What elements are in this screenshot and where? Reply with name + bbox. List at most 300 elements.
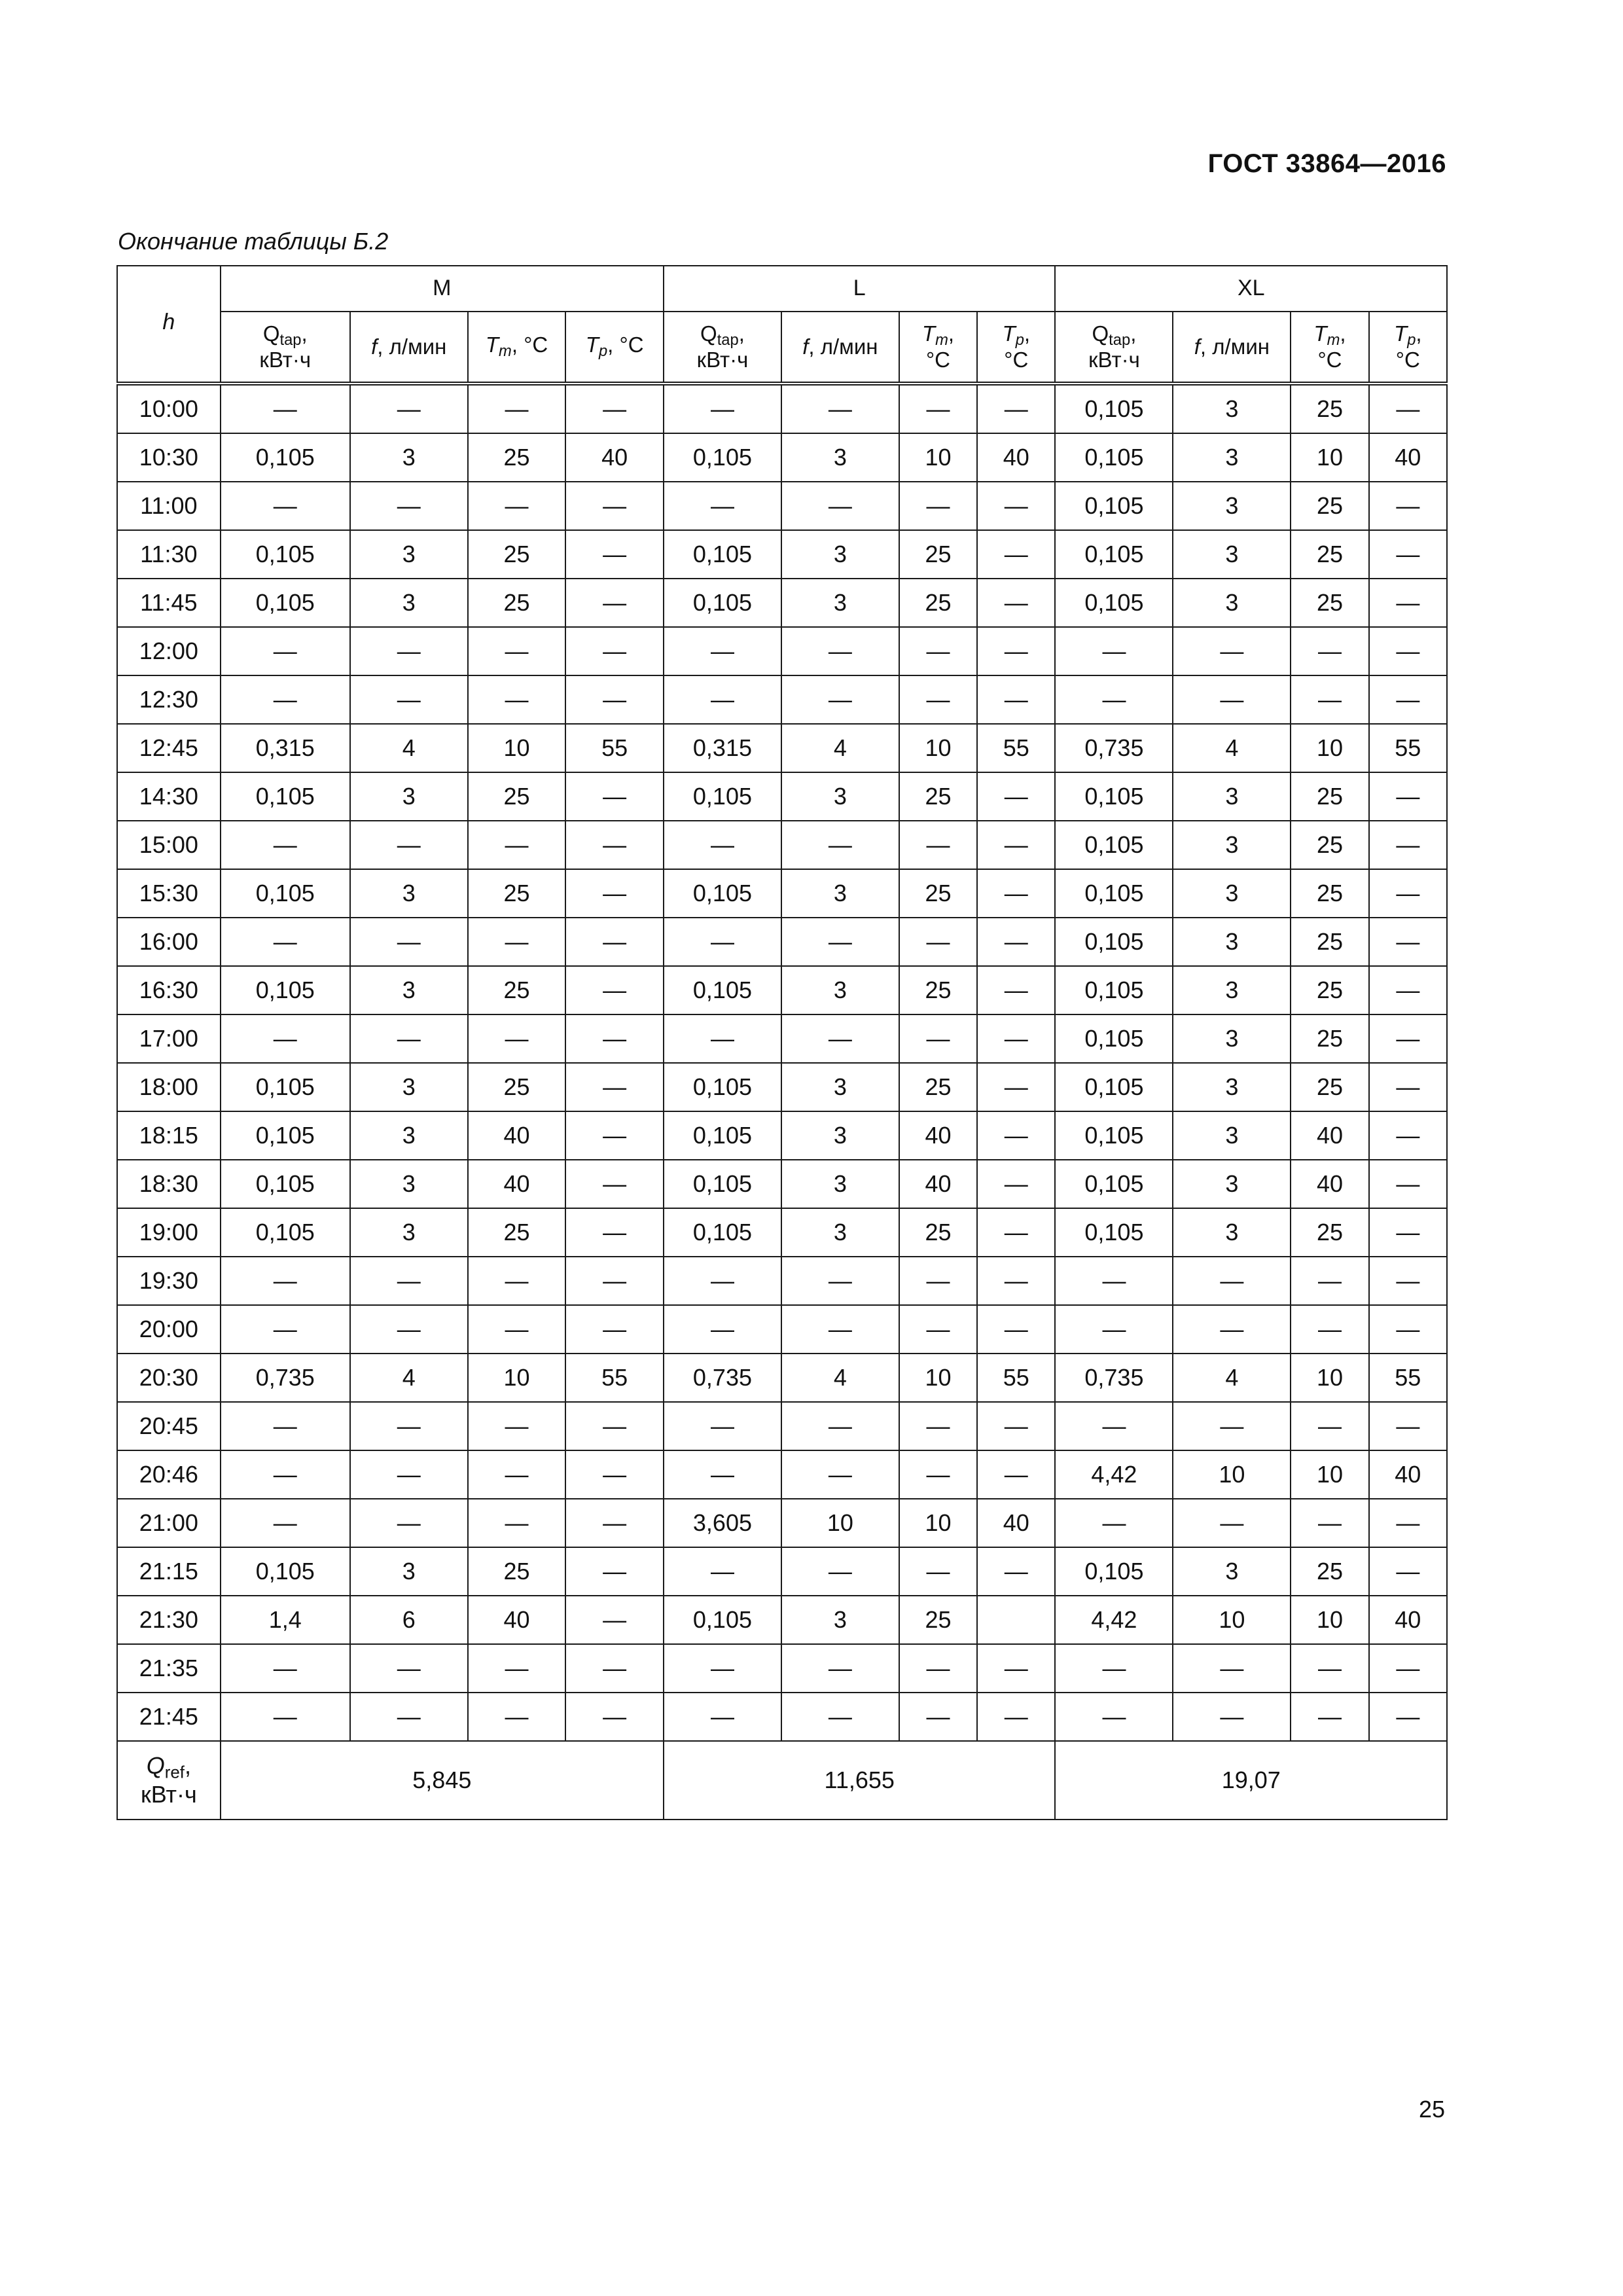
value-cell: — [664, 1257, 781, 1305]
value-cell: 4 [781, 724, 899, 772]
table-row [117, 675, 1447, 724]
value-cell: — [899, 1402, 977, 1450]
value-cell: 25 [1291, 579, 1368, 627]
value-cell: 25 [1291, 821, 1368, 869]
table-row [117, 433, 1447, 482]
value-cell: — [977, 384, 1055, 433]
value-cell: — [350, 1450, 468, 1499]
value-cell: 0,105 [664, 579, 781, 627]
total-label: Qref, кВт·ч [117, 1741, 221, 1820]
table-row [117, 1693, 1447, 1741]
value-cell: 10 [1291, 1450, 1368, 1499]
table-caption: Окончание таблицы Б.2 [118, 228, 389, 255]
qtap-header: Qtap, кВт·ч [664, 312, 781, 384]
value-cell: — [1369, 384, 1447, 433]
value-cell: 10 [899, 1354, 977, 1402]
value-cell: 0,105 [1055, 869, 1173, 918]
value-cell: — [221, 1402, 350, 1450]
value-cell: 40 [899, 1160, 977, 1208]
tp-header: Tp, °C [1369, 312, 1447, 384]
flow-header: f, л/мин [1173, 312, 1291, 384]
value-cell: 0,105 [1055, 433, 1173, 482]
value-cell: 0,105 [221, 1063, 350, 1111]
value-cell: — [1369, 1111, 1447, 1160]
value-cell: — [468, 1644, 566, 1693]
value-cell: 3 [1173, 530, 1291, 579]
value-cell: 0,105 [664, 869, 781, 918]
value-cell: — [1291, 1402, 1368, 1450]
value-cell: 40 [1369, 1596, 1447, 1644]
time-cell: 11:45 [117, 579, 221, 627]
value-cell: 40 [1291, 1160, 1368, 1208]
value-cell: — [1055, 627, 1173, 675]
group-header-l: L [664, 266, 1055, 312]
value-cell: — [1369, 482, 1447, 530]
group-header-xl: XL [1055, 266, 1447, 312]
value-cell: — [1055, 1257, 1173, 1305]
value-cell: 0,105 [664, 1596, 781, 1644]
total-m: 5,845 [221, 1741, 664, 1820]
value-cell: — [1055, 1305, 1173, 1354]
value-cell: 0,105 [1055, 1208, 1173, 1257]
value-cell: — [977, 1257, 1055, 1305]
value-cell: 0,105 [221, 579, 350, 627]
value-cell: 3 [781, 966, 899, 1014]
value-cell: — [899, 1257, 977, 1305]
value-cell: — [350, 1014, 468, 1063]
time-cell: 20:46 [117, 1450, 221, 1499]
value-cell: 3 [350, 869, 468, 918]
time-cell: 14:30 [117, 772, 221, 821]
value-cell: 25 [468, 772, 566, 821]
table-row [117, 1450, 1447, 1499]
value-cell: 25 [468, 433, 566, 482]
value-cell: 3 [781, 1063, 899, 1111]
time-cell: 12:45 [117, 724, 221, 772]
value-cell: 3 [781, 530, 899, 579]
value-cell: — [221, 384, 350, 433]
value-cell: 3 [350, 966, 468, 1014]
value-cell: — [977, 675, 1055, 724]
tm-header: Tm, °C [1291, 312, 1368, 384]
value-cell: 0,105 [1055, 772, 1173, 821]
value-cell: 0,105 [664, 1208, 781, 1257]
value-cell: 3 [781, 1160, 899, 1208]
value-cell: — [1173, 627, 1291, 675]
table-row [117, 1644, 1447, 1693]
value-cell: — [350, 918, 468, 966]
value-cell: — [350, 482, 468, 530]
qtap-header: Qtap, кВт·ч [221, 312, 350, 384]
value-cell: — [899, 384, 977, 433]
value-cell: 0,105 [664, 1063, 781, 1111]
time-cell: 16:30 [117, 966, 221, 1014]
value-cell: — [468, 1402, 566, 1450]
value-cell: — [565, 1305, 664, 1354]
value-cell: — [221, 918, 350, 966]
value-cell: 0,105 [1055, 1160, 1173, 1208]
value-cell: 0,105 [1055, 482, 1173, 530]
value-cell: — [468, 675, 566, 724]
value-cell: — [565, 1499, 664, 1547]
table-row [117, 627, 1447, 675]
value-cell: — [1291, 1305, 1368, 1354]
table-row [117, 772, 1447, 821]
value-cell: — [899, 821, 977, 869]
value-cell: — [468, 1305, 566, 1354]
value-cell: — [1291, 1499, 1368, 1547]
value-cell: — [350, 1499, 468, 1547]
value-cell: 3 [350, 433, 468, 482]
value-cell: — [781, 1644, 899, 1693]
value-cell: 0,105 [221, 1547, 350, 1596]
value-cell: — [1369, 1160, 1447, 1208]
value-cell: — [565, 1014, 664, 1063]
value-cell: 10 [468, 1354, 566, 1402]
value-cell: 10 [1291, 724, 1368, 772]
value-cell: 0,735 [1055, 724, 1173, 772]
table-row [117, 1208, 1447, 1257]
value-cell: — [468, 1499, 566, 1547]
time-cell: 18:00 [117, 1063, 221, 1111]
value-cell: — [977, 1208, 1055, 1257]
time-cell: 19:30 [117, 1257, 221, 1305]
time-cell: 11:00 [117, 482, 221, 530]
value-cell: — [350, 1257, 468, 1305]
value-cell: 0,105 [1055, 1111, 1173, 1160]
value-cell: — [977, 821, 1055, 869]
time-cell: 21:30 [117, 1596, 221, 1644]
value-cell: 25 [899, 579, 977, 627]
value-cell: 10 [1291, 1596, 1368, 1644]
tm-header: Tm, °C [899, 312, 977, 384]
value-cell: 25 [899, 1063, 977, 1111]
value-cell: — [781, 627, 899, 675]
time-cell: 21:15 [117, 1547, 221, 1596]
value-cell: 3 [781, 433, 899, 482]
value-cell: 4,42 [1055, 1450, 1173, 1499]
value-cell: — [468, 1450, 566, 1499]
value-cell: 0,105 [1055, 1063, 1173, 1111]
value-cell: 0,315 [664, 724, 781, 772]
value-cell: — [1369, 918, 1447, 966]
value-cell: — [1369, 1402, 1447, 1450]
value-cell: — [1291, 1257, 1368, 1305]
value-cell: — [1291, 1644, 1368, 1693]
value-cell: 0,105 [221, 530, 350, 579]
time-cell: 15:30 [117, 869, 221, 918]
value-cell: — [1173, 1644, 1291, 1693]
value-cell: 40 [899, 1111, 977, 1160]
value-cell: 0,105 [664, 433, 781, 482]
value-cell: 25 [468, 579, 566, 627]
value-cell: 25 [1291, 1063, 1368, 1111]
value-cell: — [1291, 675, 1368, 724]
flow-header: f, л/мин [350, 312, 468, 384]
value-cell: 3 [1173, 1547, 1291, 1596]
value-cell: — [781, 918, 899, 966]
value-cell: 25 [1291, 1547, 1368, 1596]
value-cell: 40 [1291, 1111, 1368, 1160]
value-cell: — [565, 869, 664, 918]
value-cell: 40 [977, 1499, 1055, 1547]
value-cell: — [899, 1450, 977, 1499]
value-cell: — [1055, 1402, 1173, 1450]
value-cell: — [565, 772, 664, 821]
value-cell: 0,315 [221, 724, 350, 772]
value-cell: — [468, 1257, 566, 1305]
value-cell: — [1369, 579, 1447, 627]
value-cell: — [468, 482, 566, 530]
value-cell: — [977, 869, 1055, 918]
value-cell: — [899, 1644, 977, 1693]
value-cell: 25 [899, 1596, 977, 1644]
value-cell: — [565, 579, 664, 627]
value-cell: — [565, 966, 664, 1014]
value-cell: 1,4 [221, 1596, 350, 1644]
value-cell: 55 [565, 724, 664, 772]
value-cell: 55 [1369, 1354, 1447, 1402]
value-cell: 3 [350, 579, 468, 627]
value-cell: — [781, 1257, 899, 1305]
value-cell: — [565, 1693, 664, 1741]
value-cell: 25 [899, 966, 977, 1014]
value-cell: — [1173, 1693, 1291, 1741]
value-cell: 25 [468, 966, 566, 1014]
value-cell: — [468, 627, 566, 675]
value-cell: 0,735 [221, 1354, 350, 1402]
value-cell: 0,105 [664, 772, 781, 821]
table-row [117, 918, 1447, 966]
value-cell: — [664, 1305, 781, 1354]
value-cell: 0,105 [221, 1208, 350, 1257]
time-cell: 16:00 [117, 918, 221, 966]
value-cell: — [1369, 530, 1447, 579]
value-cell: 40 [468, 1111, 566, 1160]
value-cell: — [1173, 1402, 1291, 1450]
value-cell: — [977, 1063, 1055, 1111]
value-cell: — [221, 482, 350, 530]
value-cell: — [1369, 1644, 1447, 1693]
time-cell: 21:45 [117, 1693, 221, 1741]
value-cell: 25 [468, 1547, 566, 1596]
data-table [116, 265, 1448, 1820]
value-cell: 0,105 [664, 966, 781, 1014]
value-cell: 10 [1291, 1354, 1368, 1402]
value-cell: 10 [781, 1499, 899, 1547]
table-row [117, 1014, 1447, 1063]
value-cell: 25 [1291, 966, 1368, 1014]
value-cell: — [565, 1644, 664, 1693]
group-header-m: M [221, 266, 664, 312]
value-cell: — [468, 1693, 566, 1741]
table-row [117, 1111, 1447, 1160]
value-cell: 3 [1173, 384, 1291, 433]
value-cell: 3 [1173, 1111, 1291, 1160]
value-cell: — [221, 1693, 350, 1741]
value-cell: — [1369, 869, 1447, 918]
value-cell: 3 [350, 772, 468, 821]
value-cell: — [977, 1402, 1055, 1450]
value-cell: — [565, 821, 664, 869]
subheader-row [117, 312, 1447, 384]
value-cell: 0,105 [221, 869, 350, 918]
value-cell: — [1055, 1499, 1173, 1547]
value-cell: 40 [977, 433, 1055, 482]
value-cell: 3 [350, 1208, 468, 1257]
value-cell: — [221, 1014, 350, 1063]
value-cell: — [1369, 627, 1447, 675]
value-cell: — [1369, 1693, 1447, 1741]
value-cell: — [664, 1547, 781, 1596]
value-cell: — [977, 1305, 1055, 1354]
value-cell: — [1055, 1644, 1173, 1693]
value-cell: 0,105 [221, 966, 350, 1014]
table-row [117, 530, 1447, 579]
value-cell: 3 [781, 1596, 899, 1644]
time-cell: 12:00 [117, 627, 221, 675]
value-cell: 3 [1173, 482, 1291, 530]
value-cell: 10 [468, 724, 566, 772]
value-cell: — [664, 1450, 781, 1499]
value-cell: — [664, 1014, 781, 1063]
value-cell: — [565, 1450, 664, 1499]
time-cell: 10:00 [117, 384, 221, 433]
value-cell: 3,605 [664, 1499, 781, 1547]
value-cell: — [977, 1111, 1055, 1160]
value-cell: — [977, 1693, 1055, 1741]
value-cell: — [1369, 966, 1447, 1014]
value-cell: 3 [1173, 821, 1291, 869]
value-cell: 40 [1369, 433, 1447, 482]
flow-header: f, л/мин [781, 312, 899, 384]
value-cell: 4 [1173, 1354, 1291, 1402]
value-cell: — [977, 1644, 1055, 1693]
value-cell: 10 [899, 1499, 977, 1547]
time-cell: 21:00 [117, 1499, 221, 1547]
table-row [117, 1547, 1447, 1596]
time-cell: 17:00 [117, 1014, 221, 1063]
value-cell: — [899, 482, 977, 530]
value-cell: — [1173, 1305, 1291, 1354]
value-cell: 25 [899, 772, 977, 821]
value-cell: — [565, 1111, 664, 1160]
value-cell: — [1055, 675, 1173, 724]
value-cell: 3 [1173, 918, 1291, 966]
total-row [117, 1741, 1447, 1820]
time-cell: 20:45 [117, 1402, 221, 1450]
value-cell: 3 [1173, 433, 1291, 482]
page-number: 25 [1418, 2096, 1445, 2123]
table-row [117, 869, 1447, 918]
value-cell: 10 [899, 724, 977, 772]
value-cell: 3 [1173, 869, 1291, 918]
value-cell: 25 [1291, 1208, 1368, 1257]
value-cell: — [664, 384, 781, 433]
value-cell: 55 [977, 1354, 1055, 1402]
value-cell: 40 [468, 1160, 566, 1208]
value-cell: 40 [565, 433, 664, 482]
time-cell: 20:30 [117, 1354, 221, 1402]
value-cell: — [221, 1257, 350, 1305]
value-cell: — [468, 918, 566, 966]
value-cell: — [1173, 1257, 1291, 1305]
value-cell: — [977, 482, 1055, 530]
value-cell: 25 [468, 530, 566, 579]
group-header-row [117, 266, 1447, 312]
value-cell: — [977, 627, 1055, 675]
value-cell: — [977, 1160, 1055, 1208]
value-cell: — [350, 384, 468, 433]
value-cell: — [565, 627, 664, 675]
value-cell: 40 [1369, 1450, 1447, 1499]
value-cell: 25 [468, 869, 566, 918]
value-cell: — [781, 1450, 899, 1499]
value-cell: — [565, 1547, 664, 1596]
value-cell: — [468, 821, 566, 869]
value-cell: 25 [1291, 772, 1368, 821]
total-xl: 19,07 [1055, 1741, 1447, 1820]
value-cell: 10 [1173, 1450, 1291, 1499]
value-cell: 3 [350, 1063, 468, 1111]
value-cell: 25 [899, 869, 977, 918]
value-cell [977, 1596, 1055, 1644]
value-cell: 0,105 [221, 1160, 350, 1208]
time-cell: 20:00 [117, 1305, 221, 1354]
value-cell: — [899, 918, 977, 966]
value-cell: 3 [781, 1208, 899, 1257]
value-cell: — [1369, 675, 1447, 724]
value-cell: — [1173, 675, 1291, 724]
value-cell: — [221, 1644, 350, 1693]
value-cell: — [664, 675, 781, 724]
value-cell: — [565, 1208, 664, 1257]
table-row [117, 384, 1447, 433]
table-row [117, 1160, 1447, 1208]
value-cell: 3 [1173, 1208, 1291, 1257]
value-cell: — [899, 1014, 977, 1063]
value-cell: — [781, 1547, 899, 1596]
value-cell: 0,105 [664, 530, 781, 579]
value-cell: — [565, 1596, 664, 1644]
value-cell: 3 [350, 530, 468, 579]
tm-header: Tm, °C [468, 312, 566, 384]
value-cell: 3 [350, 1111, 468, 1160]
value-cell: — [565, 1402, 664, 1450]
value-cell: 0,105 [1055, 918, 1173, 966]
value-cell: — [1369, 1499, 1447, 1547]
value-cell: 4 [350, 724, 468, 772]
value-cell: — [221, 1450, 350, 1499]
value-cell: — [350, 675, 468, 724]
value-cell: 3 [1173, 579, 1291, 627]
value-cell: 0,105 [1055, 966, 1173, 1014]
value-cell: — [1369, 821, 1447, 869]
value-cell: — [565, 482, 664, 530]
table-row [117, 1499, 1447, 1547]
value-cell: 0,105 [664, 1111, 781, 1160]
value-cell: — [1291, 627, 1368, 675]
value-cell: 4 [350, 1354, 468, 1402]
value-cell: 3 [1173, 772, 1291, 821]
value-cell: 25 [1291, 482, 1368, 530]
table-row [117, 1257, 1447, 1305]
value-cell: 3 [1173, 1160, 1291, 1208]
value-cell: 3 [1173, 966, 1291, 1014]
value-cell: — [221, 821, 350, 869]
value-cell: — [977, 966, 1055, 1014]
document-code: ГОСТ 33864—2016 [1207, 149, 1446, 178]
